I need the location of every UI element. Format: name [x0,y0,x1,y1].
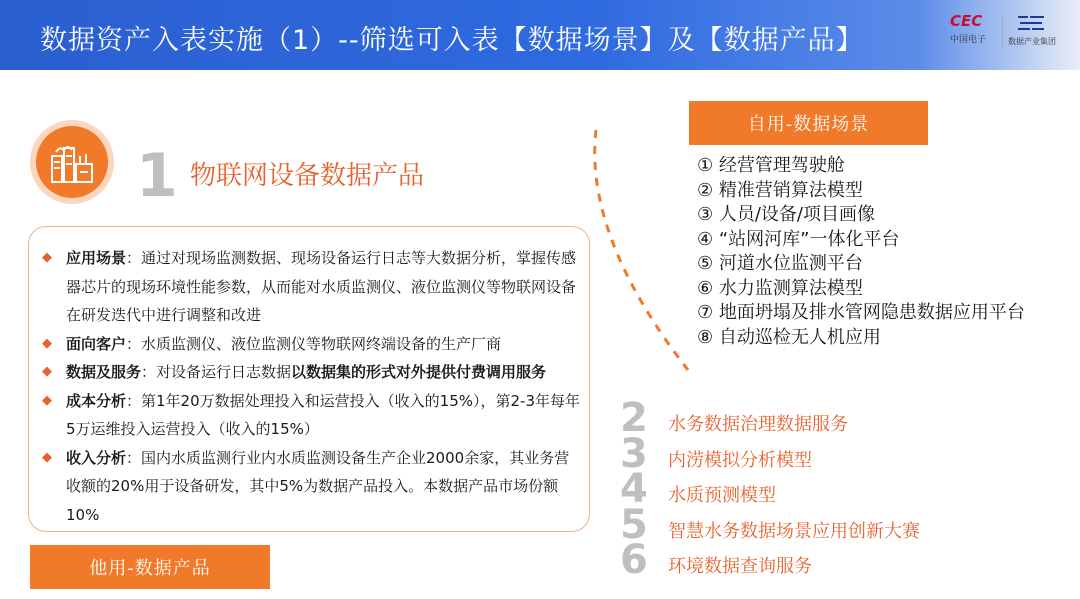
diamond-bullet-icon: ◆ [42,449,52,465]
logo-mark-icon [1016,14,1046,32]
scene-item: ⑧ 自动巡检无人机应用 [697,326,881,348]
product-number-stack [620,395,656,583]
product-number: 2 [620,395,648,441]
product-item: 环境数据查询服务 [668,556,812,577]
logo-group-text: 数据产业集团 [1008,37,1056,46]
bullet-cost-analysis [42,387,582,444]
scene-item: ② 精准营销算法模型 [697,179,863,201]
logo-cec-text: CEC [950,12,983,30]
product-item: 水质预测模型 [668,485,776,506]
bullet-revenue-analysis [42,444,582,530]
diamond-bullet-icon: ◆ [42,250,52,265]
product-number: 5 [620,501,648,548]
bullet-label: 面向客户 [66,334,127,353]
bullet-label: 数据及服务 [66,363,142,381]
scene-item: ③ 人员/设备/项目画像 [697,204,875,225]
self-use-scene-list [697,154,1080,350]
section-title: 物联网设备数据产品 [190,161,425,191]
product-number: 6 [620,537,648,583]
bullet-application-scene [42,244,582,330]
bullet-text: ：通过对现场监测数据、现场设备运行日志等大数据分析，掌握传感器芯片的现场环境性能参数，从而能对水质监测仪、液位监测仪等物联网设备在研发迭代中进行调整和改进 [66,249,577,324]
page-title: 数据资产入表实施（1）--筛选可入表【数据场景】及【数据产品】 [40,25,864,56]
bullet-text: ：对设备运行日志数据 [141,363,292,381]
product-item: 水务数据治理数据服务 [668,414,848,435]
bullet-text: ：第1年20万数据处理投入和运营投入（收入的15%），第2-3年每年5万运维投入运营投入（收入的15%） [66,391,580,438]
diamond-bullet-icon: ◆ [42,364,52,379]
bullet-label: 成本分析 [66,391,127,410]
bullet-text: ：国内水质监测行业内水质监测设备生产企业2000余家，其业务营收额的20%用于设备研发，其中5%为数据产品投入。本数据产品市场份额10% [66,448,570,524]
self-use-data-scene-button[interactable]: 自用-数据场景 [689,101,928,145]
product-item: 内涝模拟分析模型 [668,449,812,471]
product-number: 3 [620,430,648,477]
company-logo [950,12,1070,56]
diamond-bullet-icon: ◆ [42,335,52,351]
scene-item: ⑤ 河道水位监测平台 [697,253,863,274]
scene-item: ④ “站网河库”一体化平台 [697,228,900,250]
bullet-bold-text: 以数据集的形式对外提供付费调用服务 [291,363,547,381]
bullet-text: ：水质监测仪、液位监测仪等物联网终端设备的生产厂商 [126,334,502,353]
product-list [668,407,920,585]
bullet-data-service [42,358,582,387]
scene-item: ⑦ 地面坍塌及排水管网隐患数据应用平台 [697,302,1025,323]
scene-item: ⑥ 水力监测算法模型 [697,277,863,299]
factory-icon [36,126,108,198]
logo-divider [1002,16,1003,48]
section-number: 1 [136,141,178,211]
bullet-list [42,244,582,548]
logo-cec-subtext: 中国电子 [950,35,987,45]
product-item: 智慧水务数据场景应用创新大赛 [668,520,920,542]
other-use-data-product-button[interactable]: 他用-数据产品 [30,545,270,589]
product-number: 4 [620,466,648,512]
diamond-bullet-icon: ◆ [42,392,52,408]
bullet-customer [42,330,582,359]
bullet-label: 应用场景 [66,249,127,267]
title-banner [0,0,1080,70]
scene-item: ① 经营管理驾驶舱 [697,155,845,176]
bullet-label: 收入分析 [66,448,127,467]
